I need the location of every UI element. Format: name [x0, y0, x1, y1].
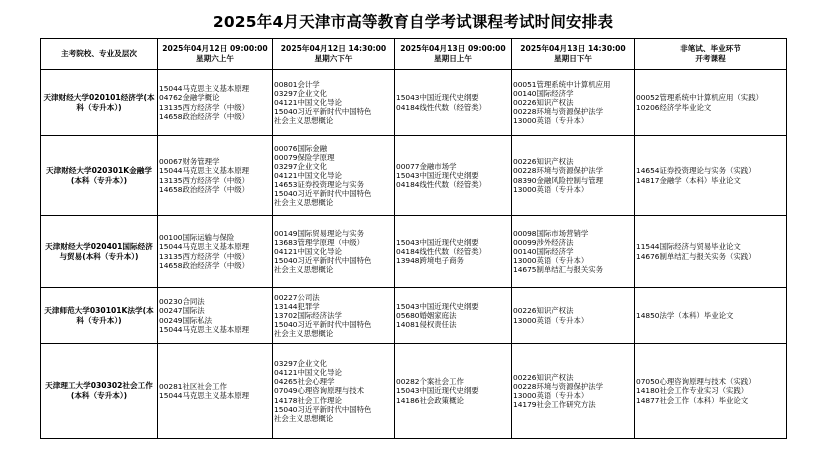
course-line: 14676制单结汇与报关实务（实践）	[636, 251, 756, 261]
course-line: 13000英语（专升本）	[513, 116, 589, 126]
course-line: 14178社会工作理论	[274, 395, 342, 405]
course-line: 13948跨境电子商务	[396, 256, 464, 266]
session-weekday: 星期日上午	[434, 54, 472, 63]
course-line: 00228环境与资源保护法学	[513, 381, 604, 391]
course-line: 03297企业文化	[274, 88, 328, 98]
header-non-written-line2: 开考课程	[695, 54, 726, 63]
session-courses-cell	[395, 136, 512, 216]
course-line: 04121中国文化导论	[274, 170, 342, 180]
course-line: 14658政治经济学（中级）	[159, 260, 250, 270]
session-courses-cell	[158, 344, 273, 439]
session-courses-cell	[512, 216, 635, 288]
session-courses-cell	[158, 288, 273, 344]
session-courses-cell	[395, 344, 512, 439]
course-line: 15044马克思主义基本原理	[159, 84, 250, 94]
session-courses-cell	[273, 216, 395, 288]
course-line: 社会主义思想概论	[274, 413, 334, 423]
non-written-courses-cell	[635, 136, 787, 216]
session-weekday: 星期日下午	[554, 54, 592, 63]
course-line: 14081侵权责任法	[396, 320, 457, 330]
header-non-written	[635, 39, 787, 70]
course-line: 07049心理咨询原理与技术	[274, 386, 365, 396]
course-line: 00052管理系统中计算机应用（实践）	[636, 93, 763, 103]
course-line: 13702国际经济法学	[274, 310, 342, 320]
course-line: 00140国际经济学	[513, 246, 574, 256]
session-courses-cell	[395, 288, 512, 344]
course-line: 14186社会政策概论	[396, 395, 464, 405]
course-line: 社会主义思想概论	[274, 329, 334, 339]
course-line: 13135西方经济学（中级）	[159, 175, 250, 185]
course-line: 00282个案社会工作	[396, 377, 464, 387]
session-courses-cell	[512, 70, 635, 136]
course-line: 社会主义思想概论	[274, 198, 334, 208]
course-line: 05680婚姻家庭法	[396, 310, 457, 320]
course-line: 08390金融风险控制与管理	[513, 175, 604, 185]
course-line: 03297企业文化	[274, 161, 328, 171]
header-session-2	[273, 39, 395, 70]
table-row	[41, 216, 787, 288]
course-line: 15044马克思主义基本原理	[159, 391, 250, 400]
table-row	[41, 288, 787, 344]
session-courses-cell	[512, 288, 635, 344]
course-line: 社会主义思想概论	[274, 116, 334, 126]
course-line: 15043中国近现代史纲要	[396, 93, 479, 103]
course-line: 00230合同法	[159, 297, 205, 307]
course-line: 社会主义思想概论	[274, 265, 334, 275]
course-line: 15040习近平新时代中国特色	[274, 107, 372, 117]
course-line: 04265社会心理学	[274, 377, 335, 387]
course-line: 00281社区社会工作	[159, 381, 227, 391]
course-line: 15044马克思主义基本原理	[159, 324, 250, 334]
header-session-1	[158, 39, 273, 70]
course-line: 00226知识产权法	[513, 157, 574, 167]
course-line: 15040习近平新时代中国特色	[274, 404, 372, 414]
course-line: 00801会计学	[274, 79, 320, 89]
course-line: 00149国际贸易理论与实务	[274, 228, 365, 238]
course-line: 00079保险学原理	[274, 152, 335, 162]
course-line: 15040习近平新时代中国特色	[274, 189, 372, 199]
session-courses-cell	[395, 70, 512, 136]
course-line: 04121中国文化导论	[274, 368, 342, 378]
table-row	[41, 344, 787, 439]
table-row	[41, 136, 787, 216]
course-line: 14658政治经济学（中级）	[159, 184, 250, 194]
major-cell: 天津财经大学020401国际经济与贸易(本科（专升本）)	[41, 216, 158, 288]
course-line: 13000英语（专升本）	[513, 391, 589, 400]
course-line: 00227公司法	[274, 292, 320, 302]
course-line: 15044马克思主义基本原理	[159, 166, 250, 176]
header-row	[41, 39, 787, 70]
non-written-courses-cell	[635, 344, 787, 439]
course-line: 15043中国近现代史纲要	[396, 170, 479, 180]
session-datetime: 2025年04月12日 14:30:00	[280, 44, 387, 53]
major-cell: 天津理工大学030302社会工作(本科（专升本）)	[41, 344, 158, 439]
session-courses-cell	[158, 136, 273, 216]
course-line: 00099涉外经济法	[513, 237, 574, 247]
session-datetime: 2025年04月12日 09:00:00	[162, 44, 268, 53]
session-datetime: 2025年04月13日 14:30:00	[520, 44, 626, 53]
session-datetime: 2025年04月13日 09:00:00	[400, 44, 506, 53]
course-line: 15043中国近现代史纲要	[396, 386, 479, 396]
non-written-courses-cell	[635, 70, 787, 136]
course-line: 03297企业文化	[274, 359, 328, 369]
course-line: 15040习近平新时代中国特色	[274, 256, 372, 266]
course-line: 13000英语（专升本）	[513, 256, 589, 266]
major-cell: 天津财经大学020101经济学(本科（专升本）)	[41, 70, 158, 136]
course-line: 14850法学（本科）毕业论文	[636, 310, 734, 320]
non-written-courses-cell	[635, 216, 787, 288]
course-line: 00226知识产权法	[513, 97, 574, 107]
header-session-4	[512, 39, 635, 70]
course-line: 04121中国文化导论	[274, 97, 342, 107]
session-courses-cell	[512, 136, 635, 216]
course-line: 14653证券投资理论与实务	[274, 180, 365, 190]
course-line: 00067财务管理学	[159, 157, 220, 167]
course-line: 13135西方经济学（中级）	[159, 102, 250, 112]
course-line: 04184线性代数（经管类）	[396, 246, 487, 256]
schedule-body	[41, 70, 787, 439]
course-line: 04121中国文化导论	[274, 246, 342, 256]
header-non-written-line1: 非笔试、毕业环节	[680, 44, 741, 53]
course-line: 00076国际金融	[274, 143, 328, 153]
course-line: 14817金融学（本科）毕业论文	[636, 175, 741, 185]
course-line: 04184线性代数（经管类）	[396, 102, 487, 112]
session-weekday: 星期六下午	[314, 54, 353, 63]
course-line: 15044马克思主义基本原理	[159, 242, 250, 252]
non-written-courses-cell	[635, 288, 787, 344]
course-line: 13135西方经济学（中级）	[159, 251, 250, 261]
header-org: 主考院校、专业及层次	[41, 39, 158, 70]
course-line: 14654证券投资理论与实务（实践）	[636, 166, 756, 176]
course-line: 00140国际经济学	[513, 88, 574, 98]
course-line: 00247国际法	[159, 306, 205, 316]
course-line: 13000英语（专升本）	[513, 184, 589, 194]
course-line: 00098国际市场营销学	[513, 228, 589, 238]
course-line: 15043中国近现代史纲要	[396, 301, 479, 311]
session-courses-cell	[158, 70, 273, 136]
course-line: 14675制单结汇与报关实务	[513, 265, 604, 275]
course-line: 14877社会工作（本科）毕业论文	[636, 395, 749, 405]
course-line: 00226知识产权法	[513, 372, 574, 382]
session-courses-cell	[395, 216, 512, 288]
header-session-3	[395, 39, 512, 70]
course-line: 00100国际运输与保险	[159, 233, 235, 243]
course-line: 04184线性代数（经管类）	[396, 180, 487, 190]
course-line: 00226知识产权法	[513, 306, 574, 316]
course-line: 13144犯罪学	[274, 301, 320, 311]
major-cell: 天津师范大学030101K法学(本科（专升本）)	[41, 288, 158, 344]
course-line: 14180社会工作专业实习（实践）	[636, 386, 749, 396]
course-line: 10206经济学毕业论文	[636, 102, 712, 112]
course-line: 00077金融市场学	[396, 161, 457, 171]
course-line: 00228环境与资源保护法学	[513, 107, 604, 117]
course-line: 07050心理咨询原理与技术（实践）	[636, 377, 756, 387]
course-line: 00249国际私法	[159, 315, 213, 325]
session-courses-cell	[273, 344, 395, 439]
exam-schedule-table	[40, 38, 787, 439]
course-line: 00228环境与资源保护法学	[513, 166, 604, 176]
session-courses-cell	[512, 344, 635, 439]
session-weekday: 星期六上午	[196, 54, 234, 63]
course-line: 15043中国近现代史纲要	[396, 237, 479, 247]
course-line: 13683管理学原理（中级）	[274, 237, 365, 247]
course-line: 00051管理系统中计算机应用	[513, 79, 611, 89]
session-courses-cell	[273, 136, 395, 216]
course-line: 13000英语（专升本）	[513, 315, 589, 325]
page-title: 2025年4月天津市高等教育自学考试课程考试时间安排表	[212, 13, 614, 31]
course-line: 11544国际经济与贸易毕业论文	[636, 242, 741, 252]
session-courses-cell	[273, 70, 395, 136]
session-courses-cell	[158, 216, 273, 288]
course-line: 04762金融学概论	[159, 93, 220, 103]
major-cell: 天津财经大学020301K金融学(本科（专升本）)	[41, 136, 158, 216]
course-line: 14658政治经济学（中级）	[159, 111, 250, 121]
session-courses-cell	[273, 288, 395, 344]
course-line: 14179社会工作研究方法	[513, 400, 596, 410]
table-row	[41, 70, 787, 136]
course-line: 15040习近平新时代中国特色	[274, 320, 372, 330]
